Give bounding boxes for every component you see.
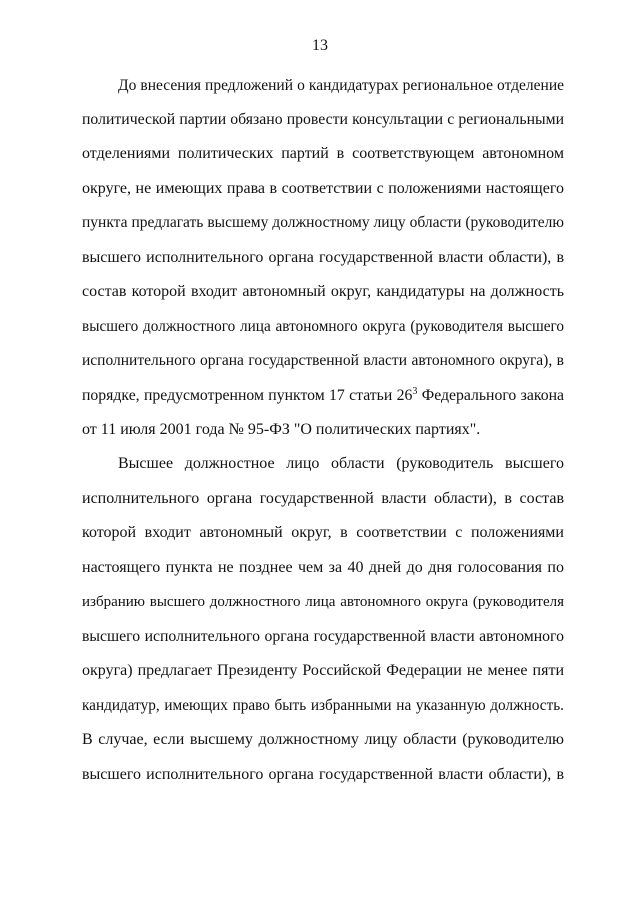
superscript: 3 <box>412 386 418 397</box>
text-line: Высшее должностное лицо области (руководитель высшего <box>118 455 564 472</box>
text-line: До внесения предложений о кандидатурах региональное отделение <box>118 77 564 94</box>
text-line: округа) предлагает Президенту Российской Федерации не менее пяти <box>82 662 564 679</box>
text-line: отделениями политических партий в соответствующем автономном <box>82 145 564 162</box>
text-line: пункта предлагать высшему должностному лицу области (руководителю <box>82 214 564 231</box>
text-line: которой входит автономный округ, в соответствии с положениями <box>82 524 564 541</box>
text-line: округе, не имеющих права в соответствии с положениями настоящего <box>82 180 564 197</box>
text-line: высшего должностного лица автономного округа (руководителя высшего <box>82 318 564 335</box>
text-segment: порядке, предусмотренном пунктом 17 статьи 26 <box>82 387 413 404</box>
text-line: кандидатур, имеющих право быть избранными на указанную должность. <box>82 697 564 714</box>
text-line: состав которой входит автономный округ, кандидатуры на должность <box>82 283 564 300</box>
text-line: высшего исполнительного органа государственной власти области), в <box>82 249 564 266</box>
text-line: В случае, если высшему должностному лицу области (руководителю <box>82 731 564 748</box>
text-line: высшего исполнительного органа государственной власти автономного <box>82 628 564 645</box>
text-line: политической партии обязано провести консультации с региональными <box>82 111 564 128</box>
text-line-with-superscript <box>82 385 564 407</box>
text-line: от 11 июля 2001 года № 95-ФЗ "О политических партиях". <box>82 421 481 438</box>
text-segment: Федерального закона <box>417 387 564 404</box>
text-line: настоящего пункта не позднее чем за 40 дней до дня голосования по <box>82 559 564 576</box>
text-line: высшего исполнительного органа государственной власти области), в <box>82 766 564 783</box>
page-number: 13 <box>312 37 328 54</box>
text-line: исполнительного органа государственной власти автономного округа), в <box>82 352 564 369</box>
text-line: избранию высшего должностного лица автономного округа (руководителя <box>82 594 564 610</box>
text-line: исполнительного органа государственной власти области), в состав <box>82 490 564 507</box>
